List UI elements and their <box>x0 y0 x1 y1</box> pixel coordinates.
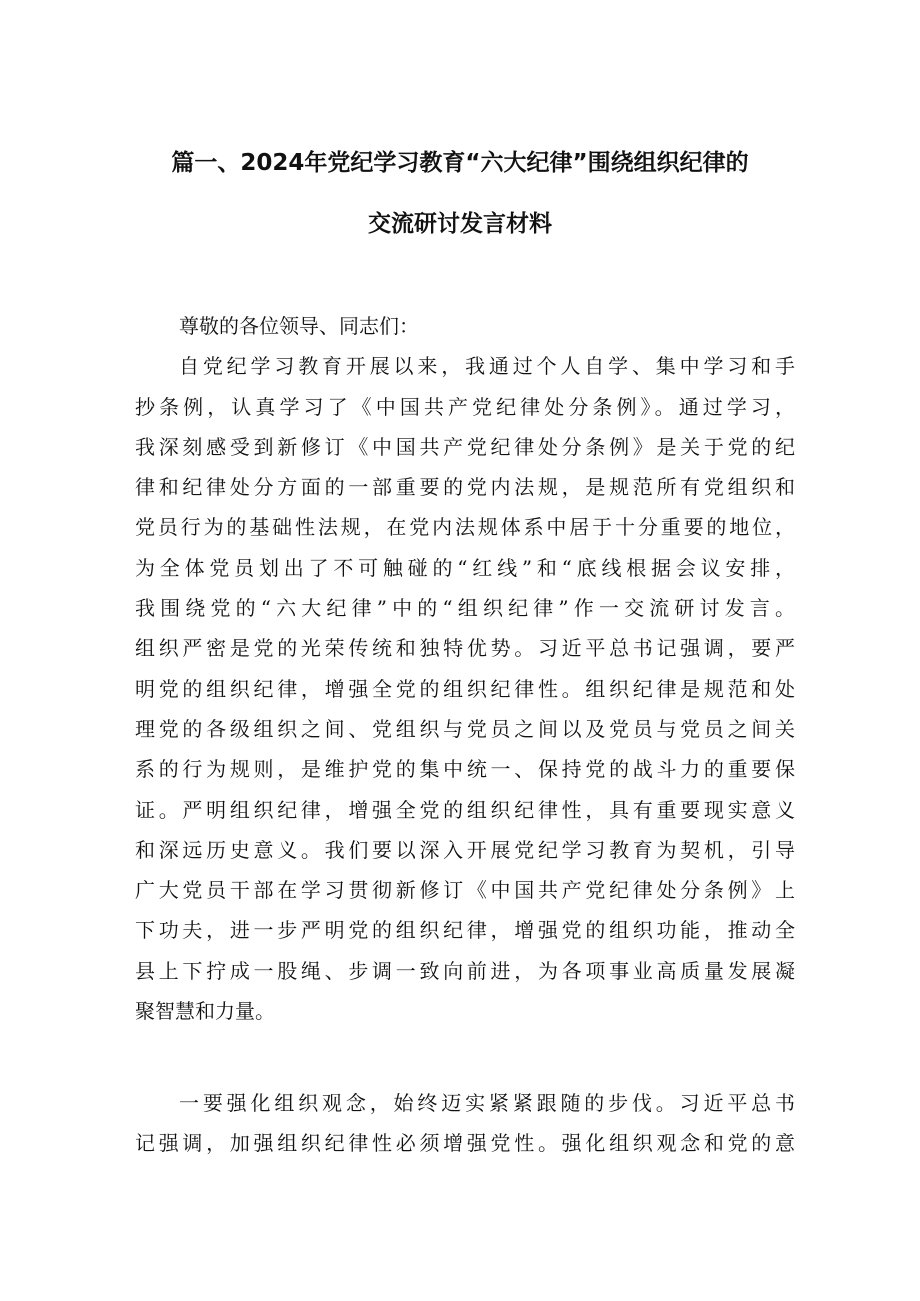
paragraph-line: 党员行为的基础性法规，在党内法规体系中居于十分重要的地位， <box>135 515 795 540</box>
paragraph-line: 自党纪学习教育开展以来，我通过个人自学、集中学习和手 <box>179 354 795 379</box>
paragraph-line: 证。严明组织纪律，增强全党的组织纪律性，具有重要现实意义 <box>135 797 795 822</box>
document-title-line-1: 篇一、2024年党纪学习教育“六大纪律”围绕组织纪律的 <box>171 150 749 176</box>
paragraph-line: 系的行为规则，是维护党的集中统一、保持党的战斗力的重要保 <box>135 757 795 782</box>
paragraph-line: 广大党员干部在学习贯彻新修订《中国共产党纪律处分条例》上 <box>135 878 795 903</box>
salutation-line: 尊敬的各位领导、同志们： <box>179 314 419 338</box>
paragraph-line: 组织严密是党的光荣传统和独特优势。习近平总书记强调，要严 <box>135 636 795 661</box>
paragraph-line: 记强调，加强组织纪律性必须增强党性。强化组织观念和党的意 <box>135 1131 795 1156</box>
paragraph-line: 聚智慧和力量。 <box>135 999 275 1024</box>
paragraph-line: 下功夫，进一步严明党的组织纪律，增强党的组织功能，推动全 <box>135 918 795 943</box>
paragraph-line: 为全体党员划出了不可触碰的“红线”和“底线根据会议安排， <box>135 555 795 580</box>
paragraph-line: 一要强化组织观念，始终迈实紧紧跟随的步伐。习近平总书 <box>179 1091 795 1115</box>
paragraph-line: 律和纪律处分方面的一部重要的党内法规，是规范所有党组织和 <box>135 475 795 500</box>
document-body <box>135 306 795 1031</box>
paragraph-line: 抄条例，认真学习了《中国共产党纪律处分条例》。通过学习， <box>135 394 795 419</box>
document-title-line-2: 交流研讨发言材料 <box>368 211 552 237</box>
paragraph-line: 我深刻感受到新修订《中国共产党纪律处分条例》是关于党的纪 <box>135 434 795 459</box>
paragraph-line: 理党的各级组织之间、党组织与党员之间以及党员与党员之间关 <box>135 716 795 741</box>
paragraph-line: 我围绕党的“六大纪律”中的“组织纪律”作一交流研讨发言。 <box>135 596 795 621</box>
paragraph-line: 明党的组织纪律，增强全党的组织纪律性。组织纪律是规范和处 <box>135 676 795 701</box>
paragraph-line: 和深远历史意义。我们要以深入开展党纪学习教育为契机，引导 <box>135 837 795 862</box>
document-body-section-2 <box>135 1083 795 1164</box>
paragraph-line: 县上下拧成一股绳、步调一致向前进，为各项事业高质量发展凝 <box>135 958 795 983</box>
